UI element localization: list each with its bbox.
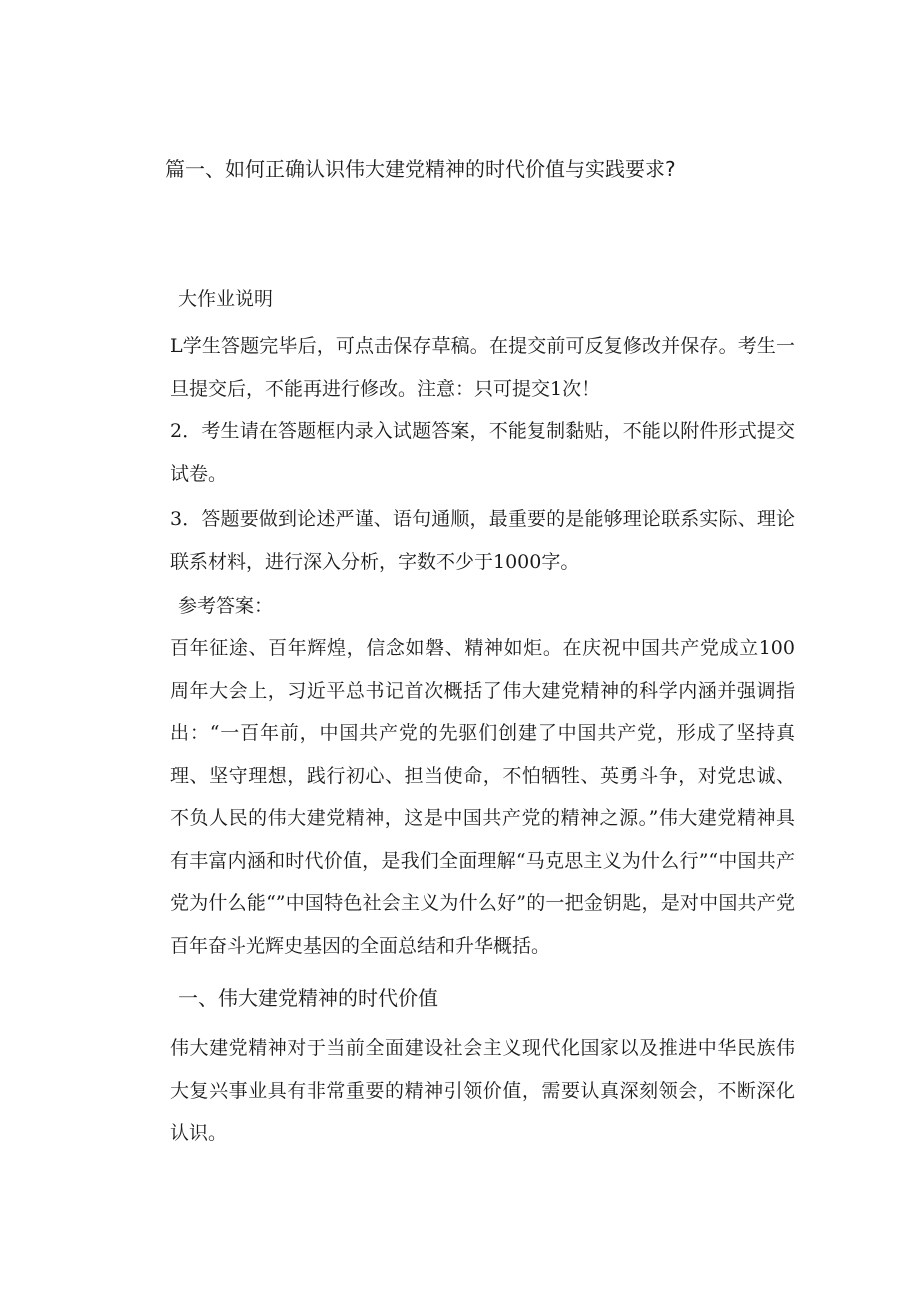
- instruction-item-3: 3．答题要做到论述严谨、语句通顺，最重要的是能够理论联系实际、理论联系材料，进行深入分析，字数不少于1000字。: [170, 508, 795, 573]
- instruction-item-2: 2．考生请在答题框内录入试题答案，不能复制黏贴，不能以附件形式提交试卷。: [170, 420, 795, 485]
- document-title: 篇一、如何正确认识伟大建党精神的时代价值与实践要求?: [165, 157, 676, 181]
- section-heading-1: 一、伟大建党精神的时代价值: [178, 986, 438, 1010]
- instruction-item-1: L学生答题完毕后，可点击保存草稿。在提交前可反复修改并保存。考生一旦提交后，不能再进行修改。注意：只可提交1次！: [170, 335, 795, 400]
- answer-paragraph: 百年征途、百年辉煌，信念如磐、精神如炬。在庆祝中国共产党成立100周年大会上，习近平总书记首次概括了伟大建党精神的科学内涵并强调指出：“一百年前，中国共产党的先驱们创建了中国共产党，形成了坚持真理、坚守理想，践行初心、担当使命，不怕牺牲、英勇斗争，对党忠诚、不负人民的伟大建党精神，这是中国共产党的精神之源。”伟大建党精神具有丰富内涵和时代价值，是我们全面理解“马克思主义为什么行”“中国共产党为什么能“”中国特色社会主义为什么好”的一把金钥匙，是对中国共产党百年奋斗光辉史基因的全面总结和升华概括。: [170, 637, 795, 957]
- instructions-heading: 大作业说明: [178, 288, 274, 310]
- answer-label: 参考答案：: [178, 595, 274, 617]
- section-1-paragraph: 伟大建党精神对于当前全面建设社会主义现代化国家以及推进中华民族伟大复兴事业具有非常重要的精神引领价值，需要认真深刻领会，不断深化认识。: [170, 1037, 795, 1144]
